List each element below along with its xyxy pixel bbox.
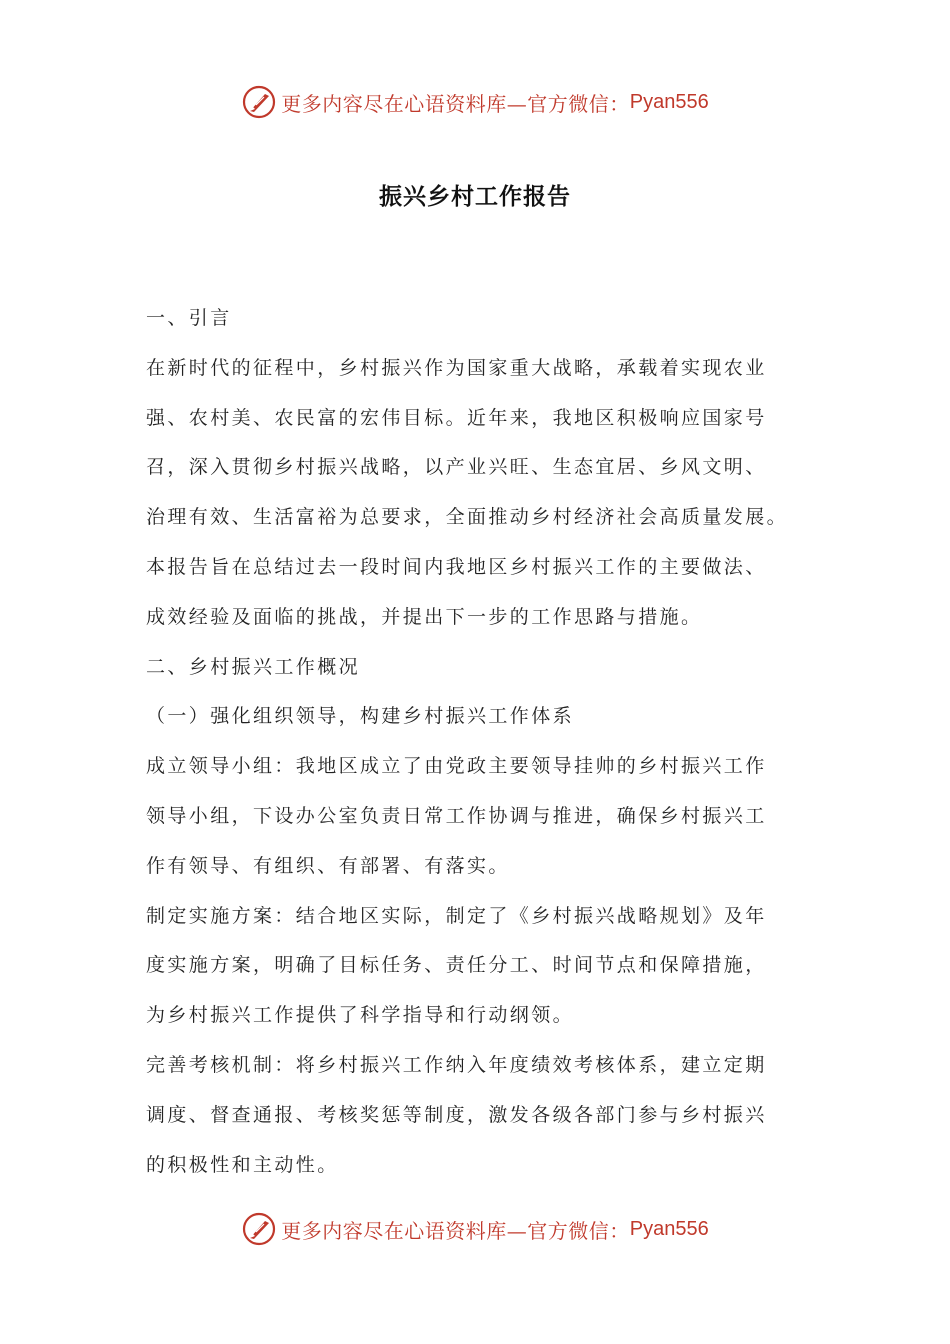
quill-pen-logo-icon <box>241 84 277 120</box>
banner-text: 更多内容尽在心语资料库—官方微信： <box>281 1218 630 1243</box>
paragraph-line: 度实施方案，明确了目标任务、责任分工、时间节点和保障措施， <box>146 954 767 977</box>
paragraph-line: 完善考核机制：将乡村振兴工作纳入年度绩效考核体系，建立定期 <box>146 1053 767 1076</box>
paragraph-line: 治理有效、生活富裕为总要求，全面推动乡村经济社会高质量发展。 <box>146 506 789 529</box>
section-heading: 一、引言 <box>146 307 232 329</box>
paragraph-line: 制定实施方案：结合地区实际，制定了《乡村振兴战略规划》及年 <box>146 904 767 927</box>
paragraph-line: 为乡村振兴工作提供了科学指导和行动纲领。 <box>146 1004 575 1027</box>
paragraph-line: 调度、督查通报、考核奖惩等制度，激发各级各部门参与乡村振兴 <box>146 1103 767 1126</box>
footer-watermark-banner <box>0 1207 950 1251</box>
banner-text: 更多内容尽在心语资料库—官方微信： <box>281 91 630 116</box>
banner-contact: Pyan556 <box>629 1217 709 1240</box>
paragraph-line: 本报告旨在总结过去一段时间内我地区乡村振兴工作的主要做法、 <box>146 555 767 578</box>
document-title: 振兴乡村工作报告 <box>379 184 571 210</box>
banner-contact: Pyan556 <box>629 90 709 113</box>
paragraph-line: 在新时代的征程中，乡村振兴作为国家重大战略，承载着实现农业 <box>146 356 767 379</box>
paragraph-line: 成立领导小组：我地区成立了由党政主要领导挂帅的乡村振兴工作 <box>146 755 767 778</box>
paragraph-line: 强、农村美、农民富的宏伟目标。近年来，我地区积极响应国家号 <box>146 406 767 429</box>
paragraph-line: 领导小组，下设办公室负责日常工作协调与推进，确保乡村振兴工 <box>146 804 767 827</box>
paragraph-line: 作有领导、有组织、有部署、有落实。 <box>146 854 510 877</box>
paragraph-line: 的积极性和主动性。 <box>146 1153 339 1176</box>
paragraph-line: 成效经验及面临的挑战，并提出下一步的工作思路与措施。 <box>146 605 703 628</box>
paragraph-line: 召，深入贯彻乡村振兴战略，以产业兴旺、生态宜居、乡风文明、 <box>146 456 767 479</box>
quill-pen-logo-icon <box>241 1211 277 1247</box>
header-watermark-banner <box>0 80 950 124</box>
subsection-heading: （一）强化组织领导，构建乡村振兴工作体系 <box>146 705 575 728</box>
section-heading: 二、乡村振兴工作概况 <box>146 655 361 678</box>
document-body <box>146 294 826 1190</box>
